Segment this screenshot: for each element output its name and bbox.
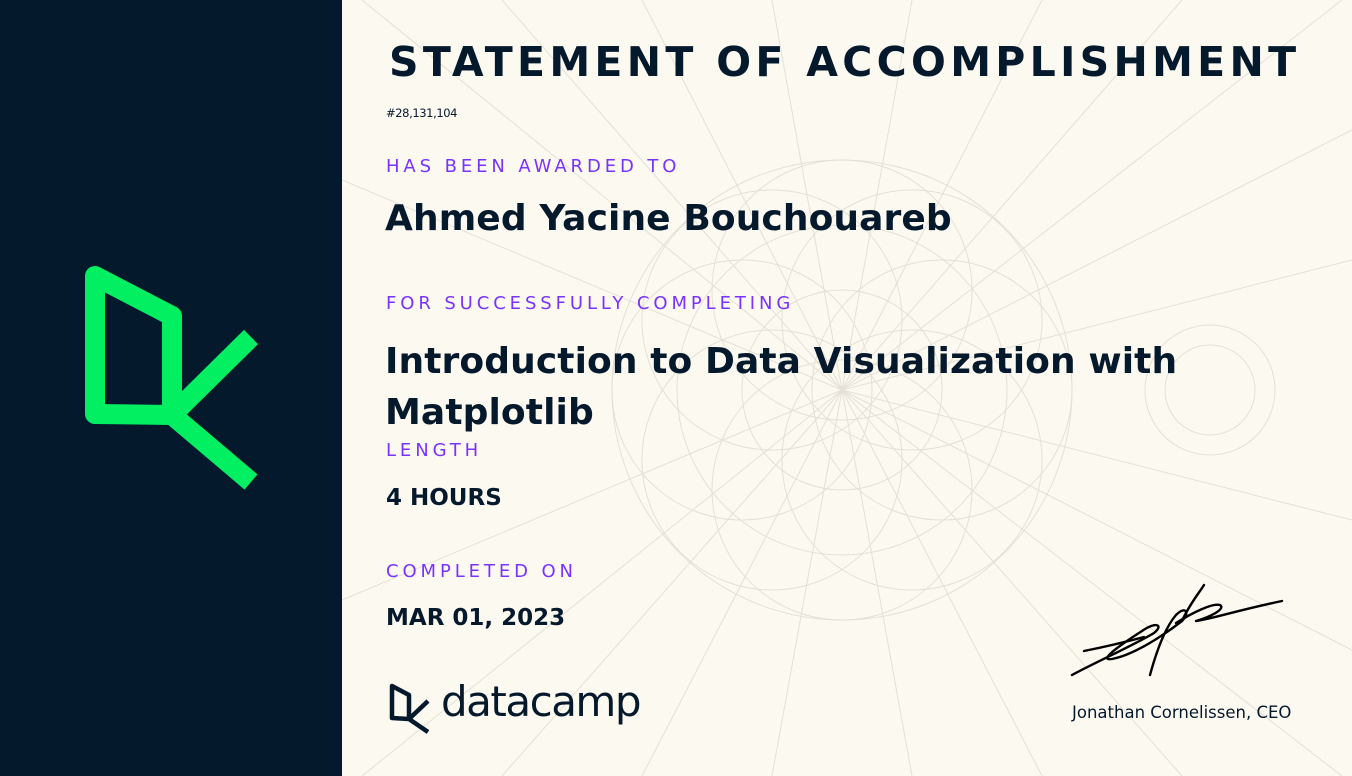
course-title: Introduction to Data Visualization with Matplotlib [385,341,1178,433]
left-sidebar [0,0,342,776]
length-label: LENGTH [386,440,483,461]
completed-on-label: COMPLETED ON [386,561,577,582]
awarded-to-label: HAS BEEN AWARDED TO [386,156,681,177]
ceo-signature [1064,575,1284,687]
certificate-title: STATEMENT OF ACCOMPLISHMENT [389,38,1301,86]
recipient-name: Ahmed Yacine Bouchouareb [385,198,952,239]
datacamp-logo-icon [389,683,431,735]
completed-date: MAR 01, 2023 [386,605,566,631]
length-value: 4 HOURS [386,485,502,511]
datacamp-brand [389,677,654,738]
certificate-number: #28,131,104 [386,106,458,120]
completing-label: FOR SUCCESSFULLY COMPLETING [386,293,795,314]
certificate-body [342,0,1352,776]
datacamp-wordmark: datacamp [441,677,641,726]
datacamp-logo-icon [84,265,258,491]
signatory-name: Jonathan Cornelissen, CEO [1072,703,1292,722]
